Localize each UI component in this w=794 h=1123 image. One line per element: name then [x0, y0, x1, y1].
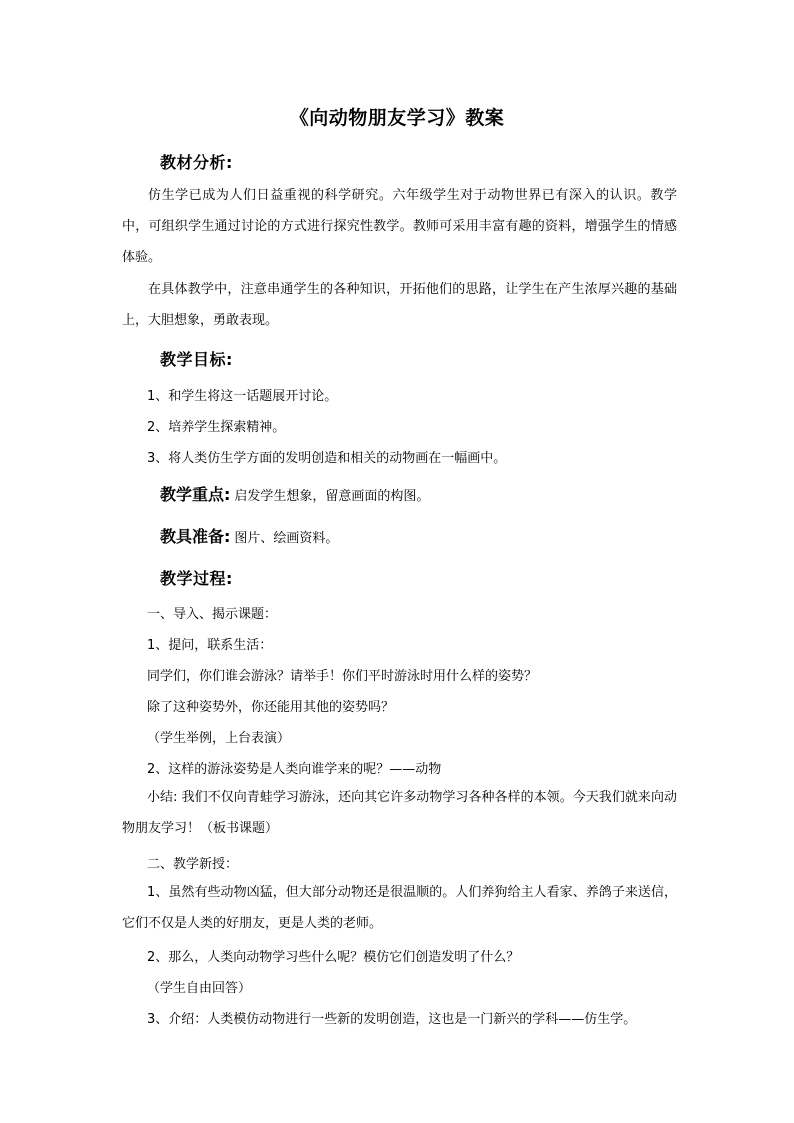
process-part2-item-3: 3、介绍：人类模仿动物进行一些新的发明创造，这也是一门新兴的学科——仿生学。: [147, 1012, 637, 1027]
goal-item-2: 2、培养学生探索精神。: [147, 420, 286, 435]
process-part2-item-2: 2、那么，人类向动物学习些什么呢？模仿它们创造发明了什么？: [147, 950, 520, 965]
process-line-2: 1、提问，联系生活：: [147, 638, 273, 653]
teaching-focus: [160, 482, 429, 505]
process-line-4: 除了这种姿势外，你还能用其他的姿势吗？: [147, 700, 395, 715]
teaching-focus-text: 启发学生想象，留意画面的构图。: [234, 489, 430, 504]
goal-item-3: 3、将人类仿生学方面的发明创造和相关的动物画在一幅画中。: [147, 451, 507, 466]
process-part2-note: （学生自由回答）: [147, 981, 252, 996]
process-part2-item-1: 1、虽然有些动物凶猛，但大部分动物还是很温顺的。人们养狗给主人看家、养鸽子来送信，它们不仅是人类的好朋友，更是人类的老师。: [122, 885, 677, 931]
process-summary: 小结: 我们不仅向青蛙学习游泳，还向其它许多动物学习各种各样的本领。今天我们就来向动物朋友学习！（板书课题）: [122, 790, 677, 836]
heading-teaching-materials: 教具准备:: [160, 527, 231, 546]
process-part2-heading: 二、教学新授：: [147, 857, 239, 872]
heading-textbook-analysis: 教材分析:: [160, 153, 233, 172]
process-line-1: 一、导入、揭示课题：: [147, 607, 278, 622]
process-line-6: 2、这样的游泳姿势是人类向谁学来的呢？——动物: [147, 762, 442, 777]
process-line-5: （学生举例，上台表演）: [147, 731, 291, 746]
process-line-3: 同学们，你们谁会游泳？请举手！你们平时游泳时用什么样的姿势？: [147, 669, 538, 684]
paragraph-analysis-1: 仿生学已成为人们日益重视的科学研究。六年级学生对于动物世界已有深入的认识。教学中，可组织学生通过讨论的方式进行探究性教学。教师可采用丰富有趣的资料，增强学生的情感体验。: [122, 188, 677, 265]
paragraph-analysis-2: 在具体教学中，注意串通学生的各种知识，开拓他们的思路，让学生在产生浓厚兴趣的基础上，大胆想象，勇敢表现。: [122, 282, 677, 328]
heading-teaching-process: 教学过程:: [160, 569, 233, 588]
heading-teaching-focus: 教学重点:: [160, 485, 231, 504]
document-title: 《向动物朋友学习》教案: [289, 107, 505, 129]
teaching-materials-text: 图片、绘画资料。: [234, 531, 339, 546]
goal-item-1: 1、和学生将这一话题展开讨论。: [147, 389, 338, 404]
teaching-materials: [160, 524, 338, 547]
heading-teaching-goals: 教学目标:: [160, 350, 233, 369]
